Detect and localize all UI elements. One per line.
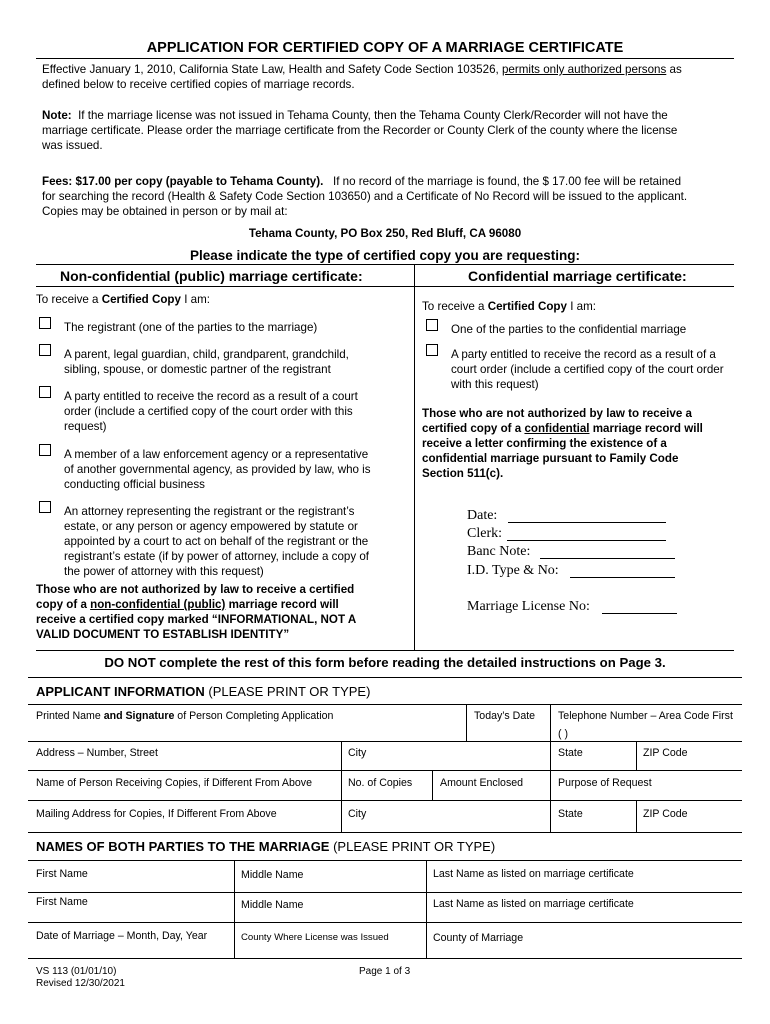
table-line <box>426 860 427 958</box>
intro-paragraph <box>42 62 742 92</box>
fees-line-1: If no record of the marriage is found, the $ 17.00 fee will be retained <box>333 175 682 188</box>
telephone-field[interactable]: Telephone Number – Area Code First <box>558 710 733 722</box>
note-paragraph <box>42 108 742 153</box>
right-warning-line: Section 511(c). <box>422 467 504 480</box>
right-warning-underlined: confidential <box>524 422 590 435</box>
note-line-3: was issued. <box>42 139 103 152</box>
left-receive-bold: Certified Copy <box>101 293 181 306</box>
note-label: Note: <box>42 109 72 122</box>
option-text: A parent, legal guardian, child, grandparent, grandchild, <box>64 348 349 361</box>
option-text: A party entitled to receive the record as a result of a <box>451 348 716 361</box>
table-line <box>28 800 742 801</box>
columns-divider <box>414 264 415 650</box>
option-text: request) <box>64 420 107 433</box>
fees-label: Fees: $17.00 per copy (payable to Tehama County). <box>42 175 324 188</box>
marriage-date-field[interactable]: Date of Marriage – Month, Day, Year <box>36 930 208 942</box>
last-name-1-field[interactable]: Last Name as listed on marriage certificate <box>433 868 634 880</box>
right-receive-pre: To receive a <box>422 300 488 313</box>
parties-heading <box>36 839 495 854</box>
office-date-label: Date: <box>467 508 498 523</box>
right-warning-line: confidential marriage pursuant to Family Code <box>422 452 679 465</box>
table-line <box>28 958 742 959</box>
telephone-area-code: ( ) <box>558 728 568 740</box>
zip-field[interactable]: ZIP Code <box>643 747 688 759</box>
mailing-address-field[interactable]: Mailing Address for Copies, If Different From Above <box>36 808 277 820</box>
middle-name-1-field[interactable]: Middle Name <box>241 869 304 881</box>
confidential-heading: Confidential marriage certificate: <box>468 268 687 284</box>
option-law-enforcement <box>64 447 371 492</box>
first-name-1-field[interactable]: First Name <box>36 868 88 880</box>
indicate-heading: Please indicate the type of certified copy you are requesting: <box>189 248 581 263</box>
amount-field[interactable]: Amount Enclosed <box>440 777 524 789</box>
nonconfidential-heading: Non-confidential (public) marriage certificate: <box>60 268 363 284</box>
left-warning-line: Those who are not authorized by law to receive a certified <box>36 583 355 596</box>
printed-name-label-end: of Person Completing Application <box>174 710 334 722</box>
checkbox-registrant[interactable] <box>39 317 51 329</box>
checkbox-court-order[interactable] <box>39 386 51 398</box>
fees-paragraph <box>42 174 752 219</box>
table-line <box>466 704 467 741</box>
option-text: appointed by a court to act on behalf of the registrant or the <box>64 535 369 548</box>
receiver-name-field[interactable]: Name of Person Receiving Copies, if Different From Above <box>36 777 312 789</box>
columns-top-rule <box>36 264 734 265</box>
fees-line-2: for searching the record (Health & Safety Code Section 103650) and a Certificate of No Record will be issued to the applicant. <box>42 190 688 203</box>
option-text: A party entitled to receive the record as a result of a court <box>64 390 358 403</box>
option-family <box>64 347 349 377</box>
right-warning-post: marriage record will <box>589 422 703 435</box>
mailing-city-field[interactable]: City <box>348 808 367 820</box>
option-confidential-court-order <box>451 347 724 392</box>
city-field[interactable]: City <box>348 747 367 759</box>
right-receive-text <box>422 299 596 314</box>
option-court-order <box>64 389 358 434</box>
option-text: An attorney representing the registrant or the registrant’s <box>64 505 355 518</box>
copies-field[interactable]: No. of Copies <box>348 777 413 789</box>
applicant-heading-bold: APPLICANT INFORMATION <box>36 684 205 699</box>
left-warning-post: marriage record will <box>225 598 339 611</box>
office-license-line[interactable] <box>602 613 677 614</box>
office-license-label: Marriage License No: <box>467 599 590 614</box>
left-receive-pre: To receive a <box>36 293 102 306</box>
option-text: court order (include a certified copy of the court order <box>451 363 724 376</box>
office-banc-line[interactable] <box>540 558 675 559</box>
option-text: with this request) <box>451 378 539 391</box>
revised-date: Revised 12/30/2021 <box>36 978 125 989</box>
purpose-field[interactable]: Purpose of Request <box>558 777 652 789</box>
checkbox-confidential-party[interactable] <box>426 319 438 331</box>
applicant-heading-rest: (PLEASE PRINT OR TYPE) <box>204 684 371 699</box>
printed-name-field[interactable] <box>36 709 333 723</box>
option-text: A member of a law enforcement agency or a representative <box>64 448 369 461</box>
form-title: APPLICATION FOR CERTIFIED COPY OF A MARRIAGE CERTIFICATE <box>146 40 624 56</box>
office-id-label: I.D. Type & No: <box>467 563 559 578</box>
left-warning-underlined: non-confidential (public) <box>90 598 226 611</box>
county-of-marriage-field[interactable]: County of Marriage <box>433 932 524 944</box>
last-name-2-field[interactable]: Last Name as listed on marriage certificate <box>433 898 634 910</box>
left-warning <box>36 582 414 642</box>
parties-heading-rest: (PLEASE PRINT OR TYPE) <box>329 839 496 854</box>
right-warning-line: Those who are not authorized by law to receive a <box>422 407 692 420</box>
right-warning-pre: certified copy of a <box>422 422 525 435</box>
office-id-line[interactable] <box>570 577 675 578</box>
table-line <box>636 741 637 770</box>
table-line <box>28 922 742 923</box>
note-line-2: marriage certificate. Please order the marriage certificate from the Recorder or County Clerk of the county where the license <box>42 124 678 137</box>
table-line <box>550 704 551 832</box>
table-line <box>28 741 742 742</box>
left-receive-text <box>36 292 210 307</box>
left-warning-pre: copy of a <box>36 598 91 611</box>
table-line <box>234 860 235 958</box>
table-line <box>28 704 742 705</box>
table-line <box>28 860 742 861</box>
option-text: sibling, spouse, or domestic partner of the registrant <box>64 363 331 376</box>
do-not-complete-notice: DO NOT complete the rest of this form before reading the detailed instructions on Page 3. <box>104 655 666 670</box>
option-text: registrant’s estate (if by power of attorney, include a copy of <box>64 550 370 563</box>
option-text: The registrant (one of the parties to the marriage) <box>64 321 318 334</box>
intro-line-2: defined below to receive certified copies of marriage records. <box>42 78 355 91</box>
right-receive-bold: Certified Copy <box>487 300 567 313</box>
office-clerk-line[interactable] <box>507 540 666 541</box>
authorized-persons-link[interactable]: permits only authorized persons <box>501 63 667 76</box>
left-heading-rule <box>36 286 414 287</box>
office-clerk-label: Clerk: <box>467 526 502 541</box>
table-line <box>432 770 433 800</box>
printed-name-label: Printed Name <box>36 710 104 722</box>
checkbox-family[interactable] <box>39 344 51 356</box>
table-line <box>28 770 742 771</box>
right-warning-line: receive a letter confirming the existence of a <box>422 437 667 450</box>
table-line <box>636 800 637 832</box>
county-issued-field[interactable]: County Where License was Issued <box>241 932 389 943</box>
notice-rule <box>28 677 742 678</box>
intro-text: Effective January 1, 2010, California State Law, Health and Safety Code Section 103526, <box>42 63 502 76</box>
parties-heading-bold: NAMES OF BOTH PARTIES TO THE MARRIAGE <box>36 839 330 854</box>
table-line <box>28 892 742 893</box>
option-text: order (include a certified copy of the court order with this <box>64 405 353 418</box>
right-warning <box>422 406 742 481</box>
office-banc-label: Banc Note: <box>467 544 531 559</box>
page-number: Page 1 of 3 <box>359 966 411 977</box>
office-date-line[interactable] <box>508 522 666 523</box>
note-line-1: If the marriage license was not issued in Tehama County, then the Tehama County Clerk/Recorder will not have the <box>78 109 668 122</box>
mailing-state-field[interactable]: State <box>558 808 583 820</box>
option-text: of another governmental agency, as provided by law, who is <box>64 463 371 476</box>
fees-line-3: Copies may be obtained in person or by mail at: <box>42 205 288 218</box>
right-heading-rule <box>414 286 734 287</box>
left-warning-line: receive a certified copy marked “INFORMATIONAL, NOT A <box>36 613 357 626</box>
table-line <box>341 741 342 832</box>
mailing-address: Tehama County, PO Box 250, Red Bluff, CA 96080 <box>248 227 522 240</box>
option-text: One of the parties to the confidential marriage <box>451 323 687 336</box>
left-warning-line: VALID DOCUMENT TO ESTABLISH IDENTITY” <box>36 628 290 641</box>
checkbox-attorney[interactable] <box>39 501 51 513</box>
middle-name-2-field[interactable]: Middle Name <box>241 899 304 911</box>
option-text: conducting official business <box>64 478 205 491</box>
columns-bottom-rule <box>36 650 734 651</box>
first-name-2-field[interactable]: First Name <box>36 896 88 908</box>
printed-name-bold: and Signature <box>103 710 175 722</box>
todays-date-field[interactable]: Today’s Date <box>474 710 536 722</box>
form-number: VS 113 (01/01/10) <box>36 966 117 977</box>
option-text: the power of attorney with this request) <box>64 565 264 578</box>
option-text: estate, or any person or agency empowered by statute or <box>64 520 358 533</box>
mailing-zip-field[interactable]: ZIP Code <box>643 808 688 820</box>
checkbox-confidential-court-order[interactable] <box>426 344 438 356</box>
left-receive-post: I am: <box>180 293 210 306</box>
title-rule <box>36 58 734 59</box>
table-line <box>28 832 742 833</box>
option-confidential-party <box>451 322 686 337</box>
right-receive-post: I am: <box>566 300 596 313</box>
address-field[interactable]: Address – Number, Street <box>36 747 158 759</box>
state-field[interactable]: State <box>558 747 583 759</box>
checkbox-law-enforcement[interactable] <box>39 444 51 456</box>
option-attorney <box>64 504 369 579</box>
intro-text-end: as <box>666 63 682 76</box>
applicant-heading <box>36 684 370 699</box>
option-registrant <box>64 320 317 335</box>
